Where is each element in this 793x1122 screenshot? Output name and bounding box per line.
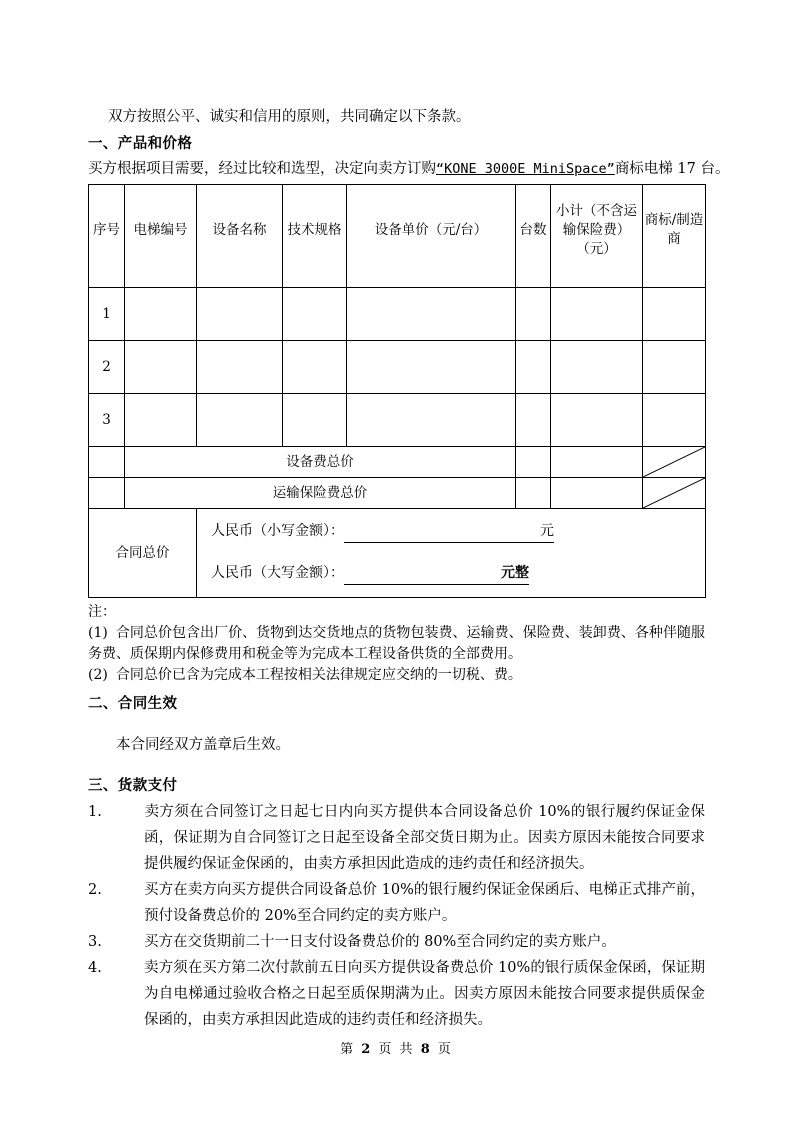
- lead-prefix: 买方根据项目需要，经过比较和选型，决定向卖方订购: [88, 161, 436, 177]
- payment-item-text: 买方在卖方向买方提供合同设备总价 10%的银行履约保证金保函后、电梯正式排产前，预付设备费总价的 20%至合同约定的卖方账户。: [144, 882, 705, 924]
- contract-total-small-amount-line: [211, 521, 705, 543]
- list-item: [88, 877, 705, 929]
- cell-unit-price[interactable]: [347, 394, 516, 447]
- cell-quantity[interactable]: [516, 341, 551, 394]
- cell-seq: 2: [89, 341, 125, 394]
- section-two-body: 本合同经双方盖章后生效。: [116, 736, 290, 753]
- header-label-elevator-no: 电梯编号: [133, 221, 188, 238]
- summary-row-equipment-total: [89, 447, 706, 478]
- header-cell-elevator-no: [125, 185, 197, 288]
- header-label-brand: 商标/制造商: [644, 212, 704, 247]
- note-marker: (1): [88, 625, 108, 641]
- cell-elevator-no[interactable]: [125, 394, 197, 447]
- cell-elevator-no[interactable]: [125, 288, 197, 341]
- cell-tech-spec[interactable]: [283, 341, 347, 394]
- contract-total-values: [197, 509, 706, 598]
- header-label-seq: 序号: [93, 221, 120, 238]
- table-header-row: [89, 185, 706, 288]
- intro-paragraph: 双方按照公平、诚实和信用的原则，共同确定以下条款。: [108, 109, 471, 125]
- header-cell-unit-price: [347, 185, 516, 288]
- summary-row-transport-insurance-total: [89, 478, 706, 509]
- summary-label-equipment-total: 设备费总价: [125, 447, 516, 478]
- note-item: [88, 623, 705, 665]
- footer-middle: 页 共: [378, 1042, 415, 1057]
- summary-seq-blank: [89, 447, 125, 478]
- cell-brand[interactable]: [643, 341, 706, 394]
- header-label-tech-spec: 技术规格: [287, 221, 342, 238]
- summary-subtotal-transport-insurance[interactable]: [551, 478, 643, 509]
- cell-unit-price[interactable]: [347, 341, 516, 394]
- diagonal-strike-icon: [643, 447, 705, 477]
- section-one-heading: 一、产品和价格: [88, 135, 193, 152]
- summary-brand-diagonal-transport: [643, 478, 706, 509]
- section-two-block: [88, 690, 705, 758]
- note-marker: (2): [88, 667, 108, 683]
- cell-tech-spec[interactable]: [283, 288, 347, 341]
- list-item: [88, 955, 705, 1033]
- cell-seq: 1: [89, 288, 125, 341]
- table-row: [89, 288, 706, 341]
- cell-equipment-name[interactable]: [197, 394, 283, 447]
- cell-elevator-no[interactable]: [125, 341, 197, 394]
- cell-equipment-name[interactable]: [197, 288, 283, 341]
- header-label-equipment-name: 设备名称: [212, 221, 267, 238]
- section-three-block: [88, 772, 705, 1033]
- contract-total-small-input[interactable]: [344, 521, 554, 543]
- summary-quantity-transport-insurance[interactable]: [516, 478, 551, 509]
- payment-item-number: 4.: [88, 960, 102, 976]
- section-three-heading: 三、货款支付: [88, 777, 178, 794]
- summary-subtotal-equipment-total[interactable]: [551, 447, 643, 478]
- payment-item-number: 3.: [88, 934, 102, 950]
- cell-subtotal[interactable]: [551, 341, 643, 394]
- header-cell-equipment-name: [197, 185, 283, 288]
- payment-item-text: 卖方须在买方第二次付款前五日向买方提供设备费总价 10%的银行质保金保函，保证期为自电梯通过验收合格之日起至质保期满为止。因卖方原因未能按合同要求提供质保金保函的，由卖方承担因此造成的违约责任和经济损失。: [144, 960, 705, 1028]
- cell-unit-price[interactable]: [347, 288, 516, 341]
- contract-total-label: 合同总价: [89, 509, 197, 598]
- section-one-lead: [88, 157, 730, 182]
- cell-seq: 3: [89, 394, 125, 447]
- footer-suffix: 页: [437, 1042, 453, 1057]
- notes-title: 注：: [88, 604, 116, 620]
- document-content: [88, 104, 730, 1033]
- contract-total-row: [89, 509, 706, 598]
- contract-total-small-unit: 元: [540, 523, 554, 539]
- cell-quantity[interactable]: [516, 288, 551, 341]
- cell-brand[interactable]: [643, 394, 706, 447]
- contract-total-small-label: 人民币（小写金额）：: [211, 523, 344, 539]
- footer-page-number: 2: [361, 1042, 373, 1057]
- cell-brand[interactable]: [643, 288, 706, 341]
- note-item: [88, 665, 705, 686]
- summary-brand-diagonal-equipment: [643, 447, 706, 478]
- list-item: [88, 929, 705, 955]
- summary-label-transport-insurance: 运输保险费总价: [125, 478, 516, 509]
- diagonal-strike-icon: [643, 478, 705, 508]
- header-label-subtotal: 小计（不含运输保险费）（元）: [556, 202, 637, 257]
- contract-total-big-label: 人民币（大写金额）：: [211, 565, 344, 581]
- header-cell-brand: [643, 185, 706, 288]
- table-row: [89, 341, 706, 394]
- list-item: [88, 799, 705, 877]
- payment-terms-list: [88, 799, 705, 1033]
- lead-suffix: 商标电梯 17 台。: [614, 161, 730, 177]
- footer-prefix: 第: [340, 1042, 356, 1057]
- cell-subtotal[interactable]: [551, 288, 643, 341]
- page-footer: [0, 1038, 793, 1057]
- notes-block: [88, 602, 705, 686]
- payment-item-number: 1.: [88, 804, 102, 820]
- contract-total-big-unit: 元整: [501, 565, 529, 581]
- payment-item-number: 2.: [88, 882, 102, 898]
- payment-item-text: 买方在交货期前二十一日支付设备费总价的 80%至合同约定的卖方账户。: [144, 934, 616, 950]
- header-label-quantity: 台数: [519, 221, 547, 238]
- contract-total-big-input[interactable]: [344, 563, 529, 585]
- header-cell-tech-spec: [283, 185, 347, 288]
- cell-tech-spec[interactable]: [283, 394, 347, 447]
- summary-seq-blank: [89, 478, 125, 509]
- footer-total-pages: 8: [420, 1042, 432, 1057]
- section-two-heading: 二、合同生效: [88, 695, 178, 712]
- cell-quantity[interactable]: [516, 394, 551, 447]
- product-model: “KONE 3000E MiniSpace”: [436, 161, 615, 177]
- header-cell-seq: [89, 185, 125, 288]
- header-cell-subtotal: [551, 185, 643, 288]
- table-row: [89, 394, 706, 447]
- equipment-price-table: [88, 184, 706, 598]
- cell-equipment-name[interactable]: [197, 341, 283, 394]
- note-text: 合同总价已含为完成本工程按相关法律规定应交纳的一切税、费。: [115, 667, 522, 683]
- summary-quantity-equipment-total[interactable]: [516, 447, 551, 478]
- note-text: 合同总价包含出厂价、货物到达交货地点的货物包装费、运输费、保险费、装卸费、各种伴随服务费、质保期内保修费用和税金等为完成本工程设备供货的全部费用。: [88, 625, 705, 662]
- cell-subtotal[interactable]: [551, 394, 643, 447]
- header-label-unit-price: 设备单价（元/台）: [374, 221, 488, 238]
- contract-total-big-amount-line: [211, 563, 705, 585]
- header-cell-quantity: [516, 185, 551, 288]
- payment-item-text: 卖方须在合同签订之日起七日内向买方提供本合同设备总价 10%的银行履约保证金保函，保证期为自合同签订之日起至设备全部交货日期为止。因卖方原因未能按合同要求提供履约保证金保函的，由卖方承担因此造成的违约责任和经济损失。: [144, 804, 705, 872]
